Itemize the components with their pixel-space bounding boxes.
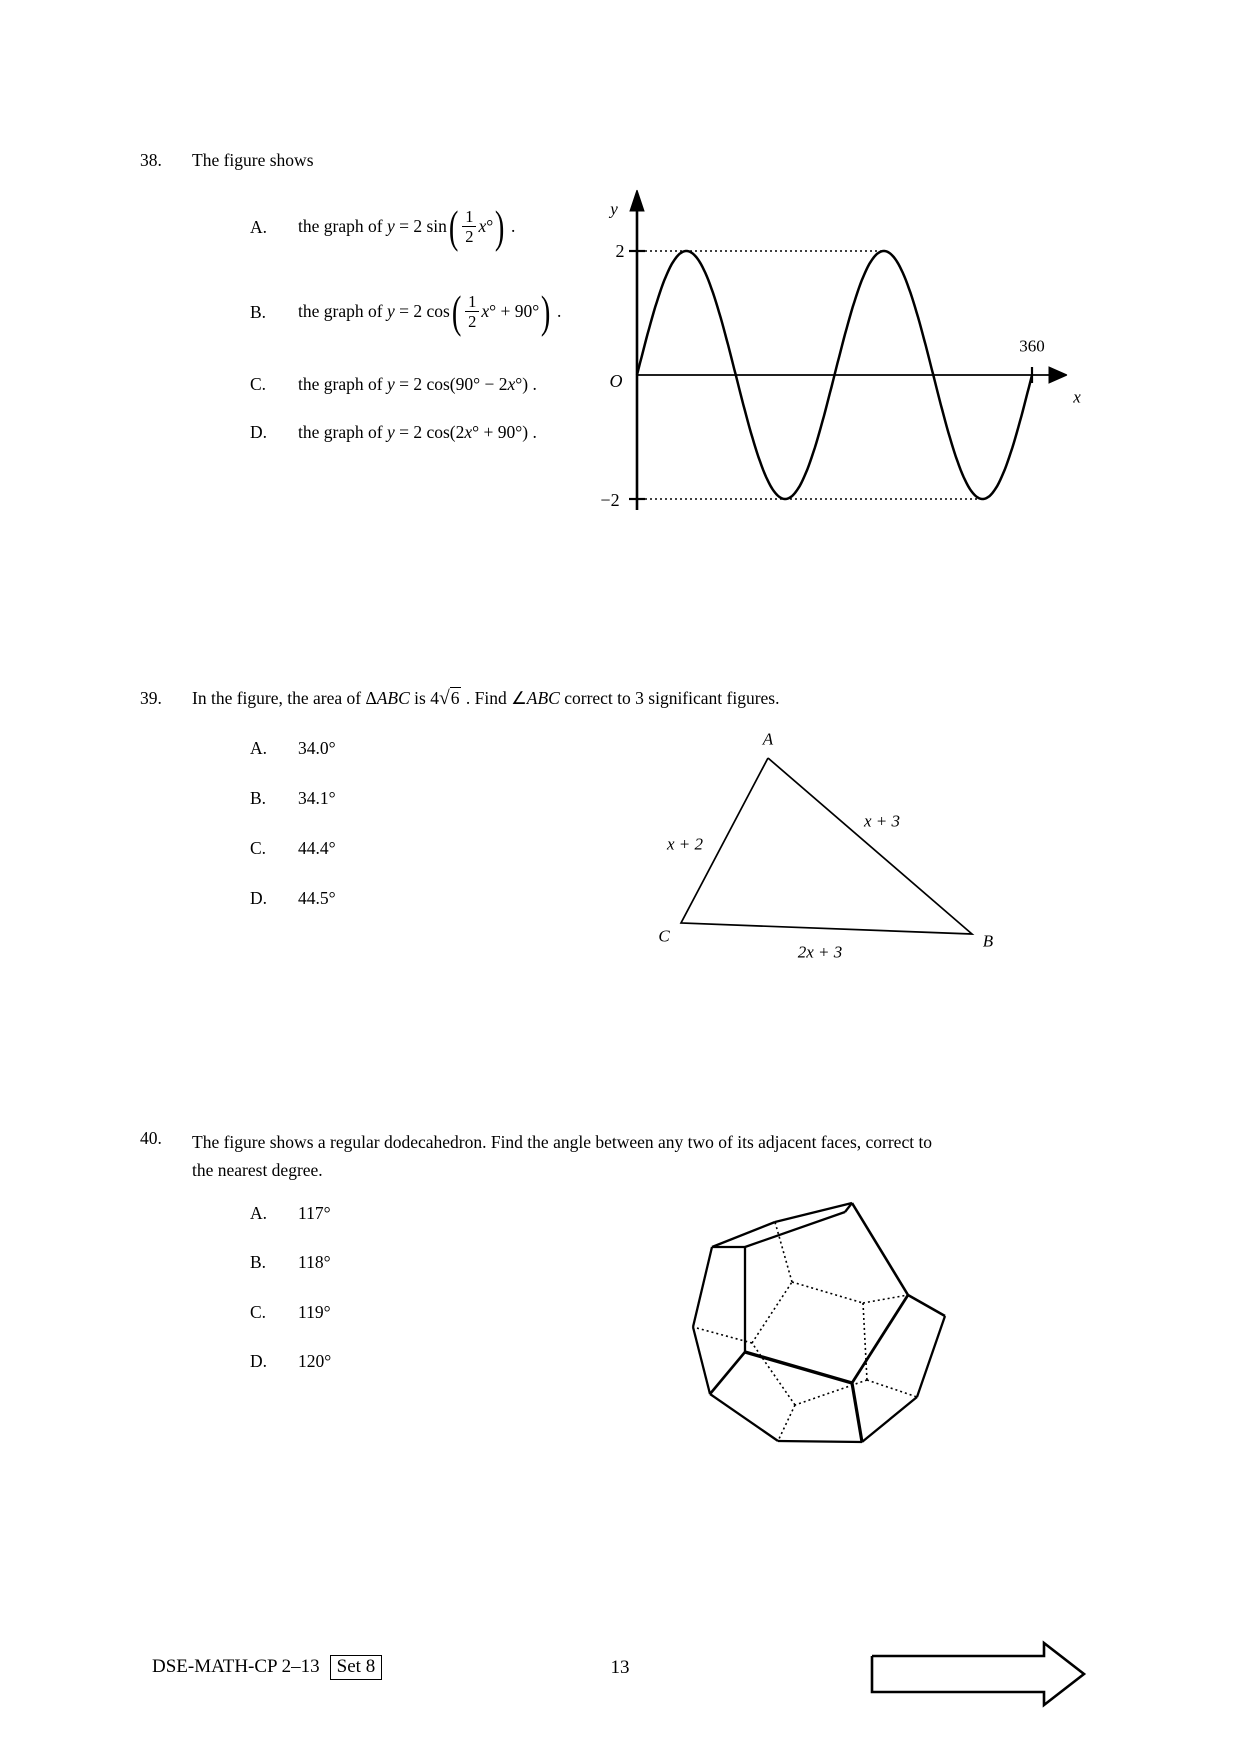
option-value: 118°: [298, 1252, 331, 1272]
edge: [693, 1247, 712, 1327]
origin-label: O: [609, 371, 623, 391]
page-number: 13: [610, 1657, 630, 1678]
option-value: 120°: [298, 1351, 332, 1371]
edge: [917, 1316, 945, 1397]
q39-number: 39.: [140, 688, 162, 708]
radical-sign: √: [438, 688, 450, 709]
q39-option-d: [250, 888, 336, 909]
option-letter: C.: [250, 1302, 267, 1322]
q40-option-d: [250, 1351, 331, 1372]
option-value: 117°: [298, 1203, 331, 1223]
edge: [852, 1203, 908, 1295]
edge: [778, 1441, 862, 1442]
axis-label-y: y: [610, 199, 618, 219]
q38-sine-graph: [540, 180, 1100, 520]
edge: [712, 1222, 775, 1247]
tick-label-neg2: −2: [600, 490, 620, 510]
option-value: 119°: [298, 1302, 331, 1322]
option-letter: D.: [250, 1351, 268, 1371]
option-letter: B.: [250, 1252, 267, 1272]
side-label-cb: 2x + 3: [797, 942, 843, 962]
q39-option-b: [250, 788, 336, 809]
hidden-edge: [863, 1295, 908, 1303]
y-axis-arrowhead: [630, 190, 644, 211]
q40-text-line2: the nearest degree.: [192, 1160, 323, 1180]
option-letter: A.: [250, 216, 268, 237]
fraction: $\frac{1}{2}$: [465, 293, 479, 331]
set-badge: Set 8: [330, 1655, 383, 1680]
tick-label-360: 360: [1019, 336, 1045, 356]
edge: [693, 1327, 710, 1394]
q39-option-a: [250, 738, 336, 759]
q38-title: The figure shows: [192, 150, 314, 170]
edge: [908, 1295, 945, 1316]
q38-option-d: [250, 420, 537, 444]
edge: [745, 1352, 852, 1383]
edge: [852, 1383, 862, 1442]
q40-option-c: [250, 1302, 331, 1323]
option-value: 34.0°: [298, 738, 336, 758]
next-page-arrow-outline: [872, 1643, 1084, 1705]
fraction: $\frac{1}{2}$: [462, 208, 476, 246]
tick-label-2: 2: [615, 241, 625, 261]
q40-option-b: [250, 1252, 331, 1273]
paper-code: DSE-MATH-CP 2–13: [152, 1656, 320, 1677]
q40-number: 40.: [140, 1128, 162, 1148]
option-formula: the graph of y = 2 cos(90° − 2 x °) .: [298, 373, 537, 394]
footer-code: [152, 1655, 382, 1680]
square-root: √6: [438, 688, 460, 709]
option-formula: the graph of y = 2 sin ( $\frac{1}{2}$ x ° ) .: [298, 201, 516, 253]
vertex-label-c: C: [658, 926, 670, 946]
option-letter: D.: [250, 888, 268, 908]
q40-option-a: [250, 1203, 331, 1224]
edge: [852, 1295, 908, 1383]
q39-option-c: [250, 838, 336, 859]
option-value: 34.1°: [298, 788, 336, 808]
side-label-ab: x + 3: [863, 811, 901, 831]
option-letter: A.: [250, 738, 268, 758]
q38-number: 38.: [140, 150, 162, 170]
q38-option-b: [250, 285, 561, 339]
right-paren: ): [541, 286, 551, 338]
left-paren: (: [448, 201, 459, 253]
q38-option-c: [250, 372, 537, 396]
option-letter: B.: [250, 788, 267, 808]
option-letter: A.: [250, 1203, 268, 1223]
x-axis-arrowhead: [1049, 367, 1067, 383]
hidden-edge: [693, 1327, 752, 1343]
edge: [862, 1397, 917, 1442]
vertex-label-b: B: [982, 931, 994, 951]
option-value: 44.4°: [298, 838, 336, 858]
option-value: 44.5°: [298, 888, 336, 908]
triangle-outline: [681, 758, 972, 934]
edge: [710, 1394, 778, 1441]
q40-text: [192, 1128, 932, 1184]
option-letter: C.: [250, 373, 267, 394]
right-paren: ): [495, 201, 505, 253]
hidden-edge: [752, 1343, 795, 1405]
option-formula: the graph of y = 2 cos(2 x ° + 90°) .: [298, 421, 537, 442]
option-letter: B.: [250, 301, 267, 322]
q39-text: In the figure, the area of ΔABC is 4√6 . Find ∠ABC correct to 3 significant figures.: [192, 688, 780, 709]
q38-option-a: [250, 200, 515, 254]
option-formula: the graph of y = 2 cos ( $\frac{1}{2}$ x ° + 90° ) .: [298, 286, 562, 338]
option-letter: D.: [250, 421, 268, 442]
hidden-edge: [752, 1282, 792, 1343]
q40-dodecahedron-figure: [660, 1180, 980, 1470]
left-paren: (: [451, 286, 462, 338]
hidden-edge: [778, 1405, 795, 1441]
hidden-edge: [863, 1303, 867, 1380]
edge: [710, 1352, 745, 1394]
vertex-label-a: A: [762, 729, 774, 749]
axis-label-x: x: [1073, 387, 1081, 407]
hidden-edge: [792, 1282, 863, 1303]
q40-text-line1: The figure shows a regular dodecahedron. Find the angle between any two of its adjacent faces, correct to: [192, 1132, 933, 1152]
option-letter: C.: [250, 838, 267, 858]
hidden-edge: [867, 1380, 917, 1397]
q39-triangle-figure: [630, 725, 1030, 975]
next-page-arrow: [866, 1636, 1096, 1714]
side-label-ac: x + 2: [666, 834, 704, 854]
